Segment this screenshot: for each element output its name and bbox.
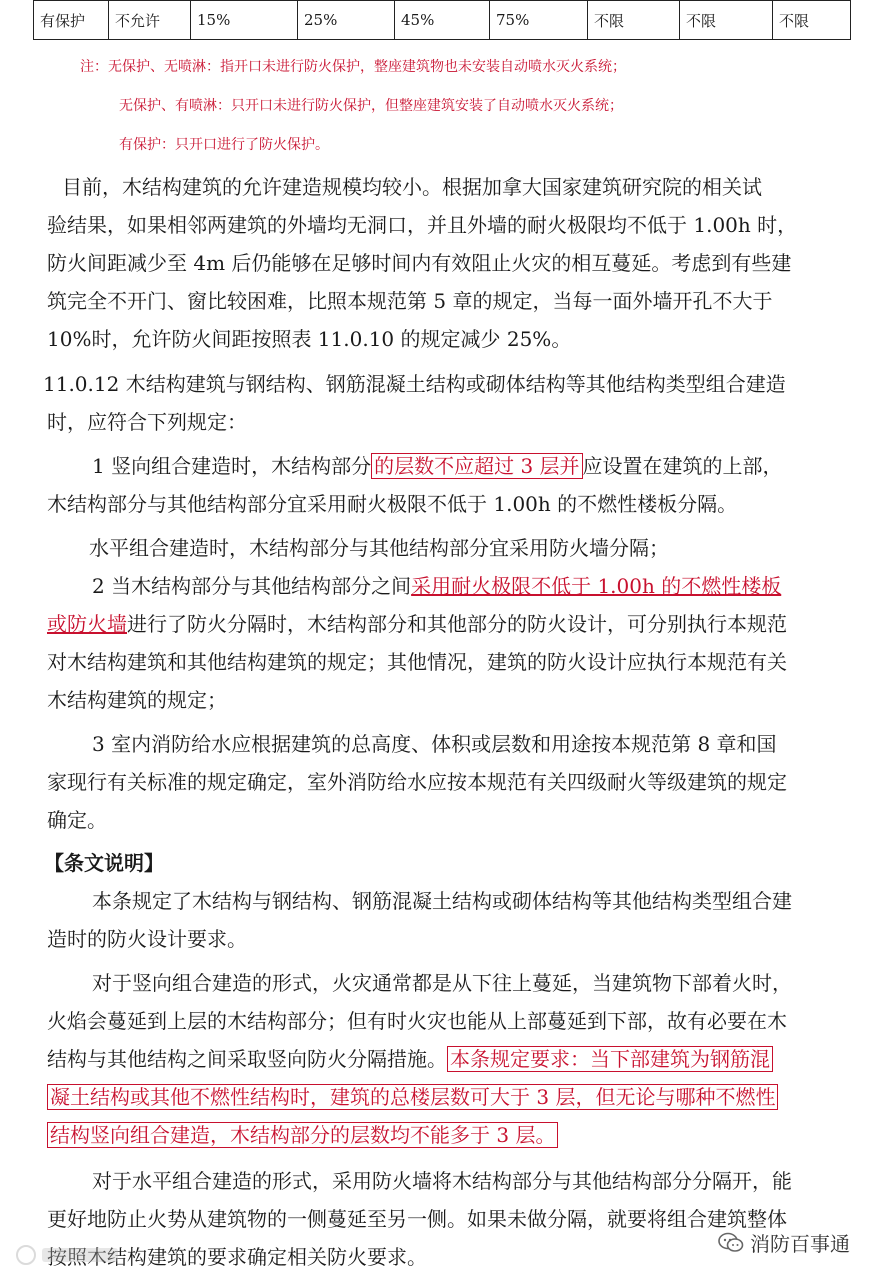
watermark-logo-icon [14,1240,124,1270]
table-cell: 有保护 [34,1,109,40]
paragraph-line: 对木结构建筑和其他结构建筑的规定；其他情况，建筑的防火设计应执行本规范有关 [47,650,787,674]
brand-name: 消防百事通 [750,1232,850,1256]
paragraph-line: 木结构建筑的规定； [47,688,227,712]
item-2-line [92,573,781,599]
highlight-box: 结构竖向组合建造，木结构部分的层数均不能多于 3 层。 [47,1122,558,1148]
paragraph-line: 验结果，如果相邻两建筑的外墙均无洞口，并且外墙的耐火极限均不低于 1.00h 时， [47,213,798,237]
paragraph-line [47,1122,558,1148]
paragraph-line: 水平组合建造时，木结构部分与其他结构部分宜采用防火墙分隔； [89,536,669,560]
item-1-prefix: 1 竖向组合建造时，木结构部分 [92,454,372,478]
highlight-box: 凝土结构或其他不燃性结构时，建筑的总楼层数可大于 3 层，但无论与哪种不燃性 [47,1084,778,1110]
paragraph-line: 目前，木结构建筑的允许建造规模均较小。根据加拿大国家建筑研究院的相关试 [62,175,762,199]
item-1-line [92,453,783,479]
highlight-underline: 或防火墙 [47,612,127,636]
highlight-box: 本条规定要求：当下部建筑为钢筋混 [447,1046,773,1072]
paragraph-line: 更好地防止火势从建筑物的一侧蔓延至另一侧。如果未做分隔，就要将组合建筑整体 [47,1207,787,1231]
fire-distance-table [33,0,851,40]
paragraph-line: 木结构部分与其他结构部分宜采用耐火极限不低于 1.00h 的不燃性楼板分隔。 [47,492,738,516]
table-cell: 15% [191,1,298,40]
table-cell: 25% [298,1,395,40]
highlight-underline: 采用耐火极限不低于 1.00h 的不燃性楼板 [411,574,782,598]
paragraph-line [47,1084,778,1110]
paragraph-line: 家现行有关标准的规定确定，室外消防给水应按本规范有关四级耐火等级建筑的规定 [47,770,787,794]
wechat-icon [718,1232,744,1254]
table-cell: 75% [490,1,588,40]
table-cell: 不限 [588,1,680,40]
paragraph-line: 造时的防火设计要求。 [47,927,247,951]
table-note: 有保护：只开口进行了防火保护。 [119,137,329,153]
paragraph-line: 确定。 [47,808,107,832]
paragraph-line: 筑完全不开门、窗比较困难，比照本规范第 5 章的规定，当每一面外墙开孔不大于 [47,289,773,313]
table-cell: 不限 [773,1,851,40]
section-heading: 【条文说明】 [44,851,164,875]
table-cell: 不限 [680,1,773,40]
table-note: 注：无保护、无喷淋：指开口未进行防火保护，整座建筑物也未安装自动喷水灭火系统； [80,59,626,75]
paragraph-line: 本条规定了木结构与钢结构、钢筋混凝土结构或砌体结构等其他结构类型组合建 [92,889,792,913]
paragraph-line: 火焰会蔓延到上层的木结构部分；但有时火灾也能从上部蔓延到下部，故有必要在木 [47,1009,787,1033]
item-1-suffix: 应设置在建筑的上部， [582,454,783,478]
item-2-prefix: 2 当木结构部分与其他结构部分之间 [92,574,412,598]
paragraph-line: 时，应符合下列规定： [47,410,247,434]
brand-mark [718,1228,850,1257]
paragraph-line: 3 室内消防给水应根据建筑的总高度、体积或层数和用途按本规范第 8 章和国 [92,732,777,756]
highlight-box: 的层数不应超过 3 层并 [371,453,582,479]
paragraph-line: 对于竖向组合建造的形式，火灾通常都是从下往上蔓延，当建筑物下部着火时， [92,971,792,995]
table-note: 无保护、有喷淋：只开口未进行防火保护，但整座建筑安装了自动喷水灭火系统； [119,98,623,114]
item-2-text: 进行了防火分隔时，木结构部分和其他部分的防火设计，可分别执行本规范 [127,612,787,636]
paragraph-line: 防火间距减少至 4m 后仍能够在足够时间内有效阻止火灾的相互蔓延。考虑到有些建 [47,251,792,275]
table-cell: 不允许 [109,1,191,40]
item-2-line [47,611,787,637]
paragraph-line: 按照木结构建筑的要求确定相关防火要求。 [47,1245,427,1269]
table-row [34,1,851,40]
paragraph-line [47,1046,773,1072]
table-cell: 45% [395,1,490,40]
paragraph-line: 对于水平组合建造的形式，采用防火墙将木结构部分与其他结构部分分隔开，能 [92,1169,792,1193]
paragraph-text: 结构与其他结构之间采取竖向防火分隔措施。 [47,1047,447,1071]
clause-heading: 11.0.12 木结构建筑与钢结构、钢筋混凝土结构或砌体结构等其他结构类型组合建造 [43,372,786,396]
paragraph-line: 10%时，允许防火间距按照表 11.0.10 的规定减少 25%。 [47,327,572,351]
